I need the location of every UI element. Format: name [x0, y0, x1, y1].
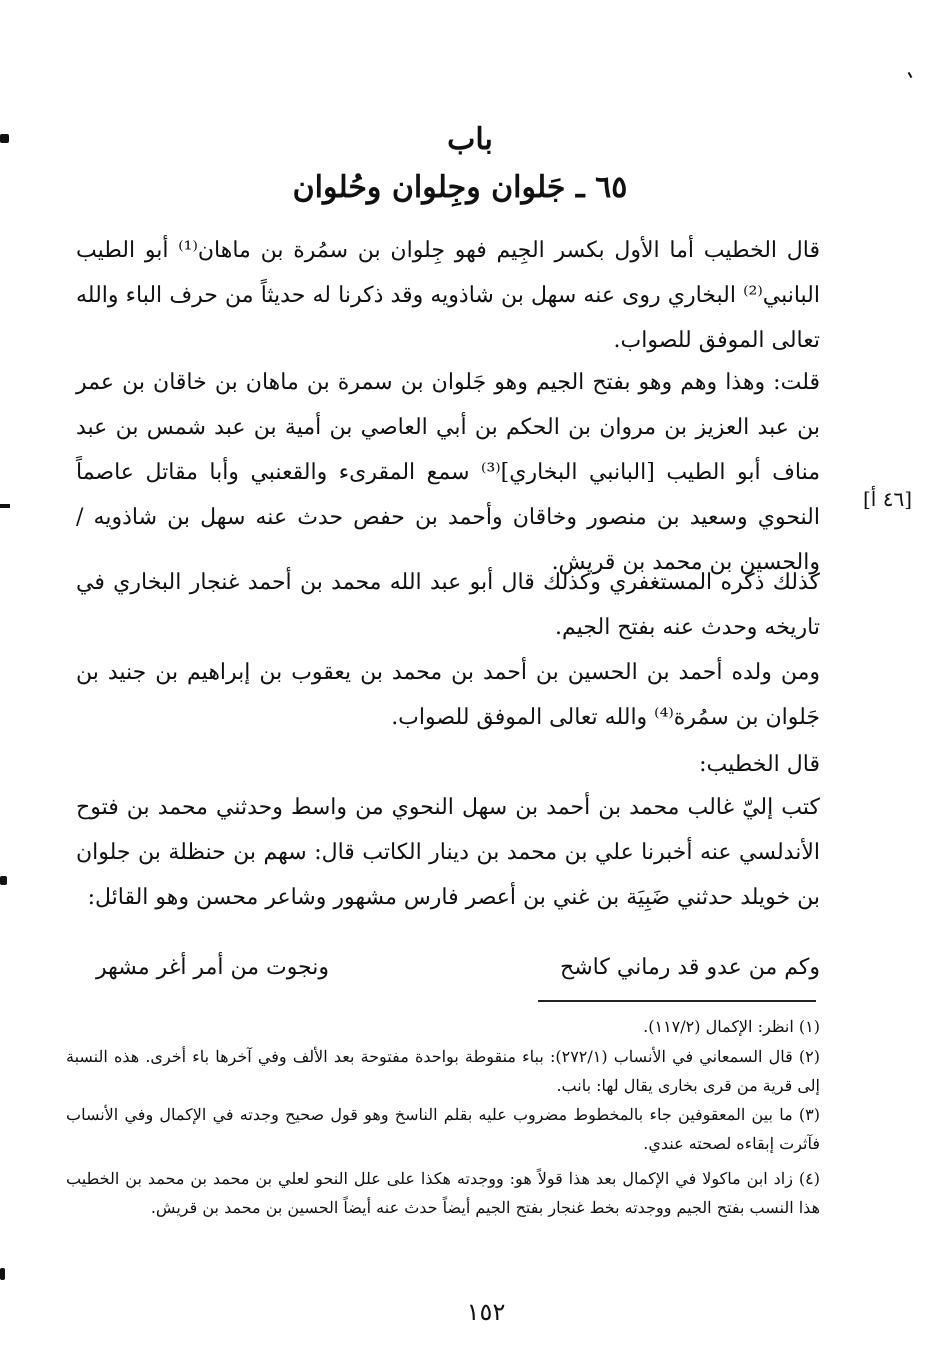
verse-first-hemistich: وكم من عدو قد رماني كاشح — [560, 955, 820, 980]
paragraph-2: قلت: وهذا وهم وهو بفتح الجيم وهو جَلوان بن سمرة بن ماهان بن خاقان بن عمر بن عبد العزيز بن مروان بن الحكم بن أبي العاصي بن أمية بن عبد شمس بن عبد مناف أبو الطيب [البانبي البخاري]⁽³⁾ سمع المقرىء والقعنبي وأبا مقاتل عاصماً النحوي وسعيد بن منصور وخاقان وأحمد بن حفص حدث عنه سهل بن شاذويه / والحسين بن محمد بن قريش. — [76, 370, 821, 575]
paragraph-6: كتب إليّ غالب محمد بن أحمد بن سهل النحوي من واسط وحدثني محمد بن فتوح الأندلسي عنه أخبرنا علي بن محمد بن دينار الكاتب قال: سهم بن حنظلة بن جلوان بن خويلد حدثني ضَبِيَة بن غني بن أعصر فارس مشهور وشاعر محسن وهو القائل: — [76, 795, 820, 910]
manuscript-folio-marker: [٤٦ أ] — [862, 487, 912, 511]
footnote-4: (٤) زاد ابن ماكولا في الإكمال بعد هذا قولاً هو: ووجدته هكذا على علل النحو لعلي بن محمد بن محمد بن الخطيب هذا النسب بفتح الجيم ووجدته بخط غنجار بفتح الجيم أيضاً حدث عنه أيضاً الحسين بن محمد بن قريش. — [66, 1169, 820, 1217]
page-number — [0, 1298, 932, 1326]
scan-edge-mark-4 — [0, 1268, 5, 1280]
scan-speck — [908, 72, 913, 78]
footnote-2: (٢) قال السمعاني في الأنساب (٢٧٢/١): بباء منقوطة بواحدة مفتوحة بعد الألف وفي آخرها باء أخرى. هذه النسبة إلى قرية من قرى بخارى يقال لها: بانب. — [66, 1047, 820, 1095]
paragraph-4: ومن ولده أحمد بن الحسين بن أحمد بن محمد بن يعقوب بن إبراهيم بن جنيد بن جَلوان بن سمُرة⁽⁴⁾ والله تعالى الموفق للصواب. — [76, 660, 820, 730]
chapter-heading — [0, 122, 932, 157]
footnote-1: (١) انظر: الإكمال (١١٧/٢). — [643, 1017, 820, 1036]
footnote-separator — [538, 1000, 816, 1002]
chapter-heading-text: باب — [447, 122, 493, 157]
paragraph-5: قال الخطيب: — [699, 752, 820, 777]
paragraph-3: كذلك ذكره المستغفري وكذلك قال أبو عبد الله محمد بن أحمد غنجار البخاري في تاريخه وحدث عنه بفتح الجيم. — [76, 570, 820, 640]
entry-title-text: ٦٥ ـ جَلوان وجِلوان وحُلوان — [292, 170, 628, 205]
scan-edge-mark-2 — [0, 504, 10, 508]
poetry-verse — [96, 948, 820, 988]
paragraph-1: قال الخطيب أما الأول بكسر الجِيم فهو جِلوان بن سمُرة بن ماهان⁽¹⁾ أبو الطيب البانبي⁽²⁾ البخاري روى عنه سهل بن شاذويه وقد ذكرنا له حديثاً من حرف الباء والله تعالى الموفق للصواب. — [76, 238, 820, 353]
entry-title — [0, 170, 932, 205]
verse-second-hemistich: ونجوت من أمر أغر مشهر — [96, 955, 330, 980]
page-number-text: ١٥٢ — [466, 1298, 506, 1326]
scan-edge-mark-1 — [0, 134, 9, 143]
scan-edge-mark-3 — [0, 876, 7, 885]
footnote-3: (٣) ما بين المعقوفين جاء بالمخطوط مضروب عليه بقلم الناسخ وهو قول صحيح وجدته في الإكمال وفي الأنساب فآثرت إبقاءه لصحته عندي. — [66, 1105, 820, 1153]
